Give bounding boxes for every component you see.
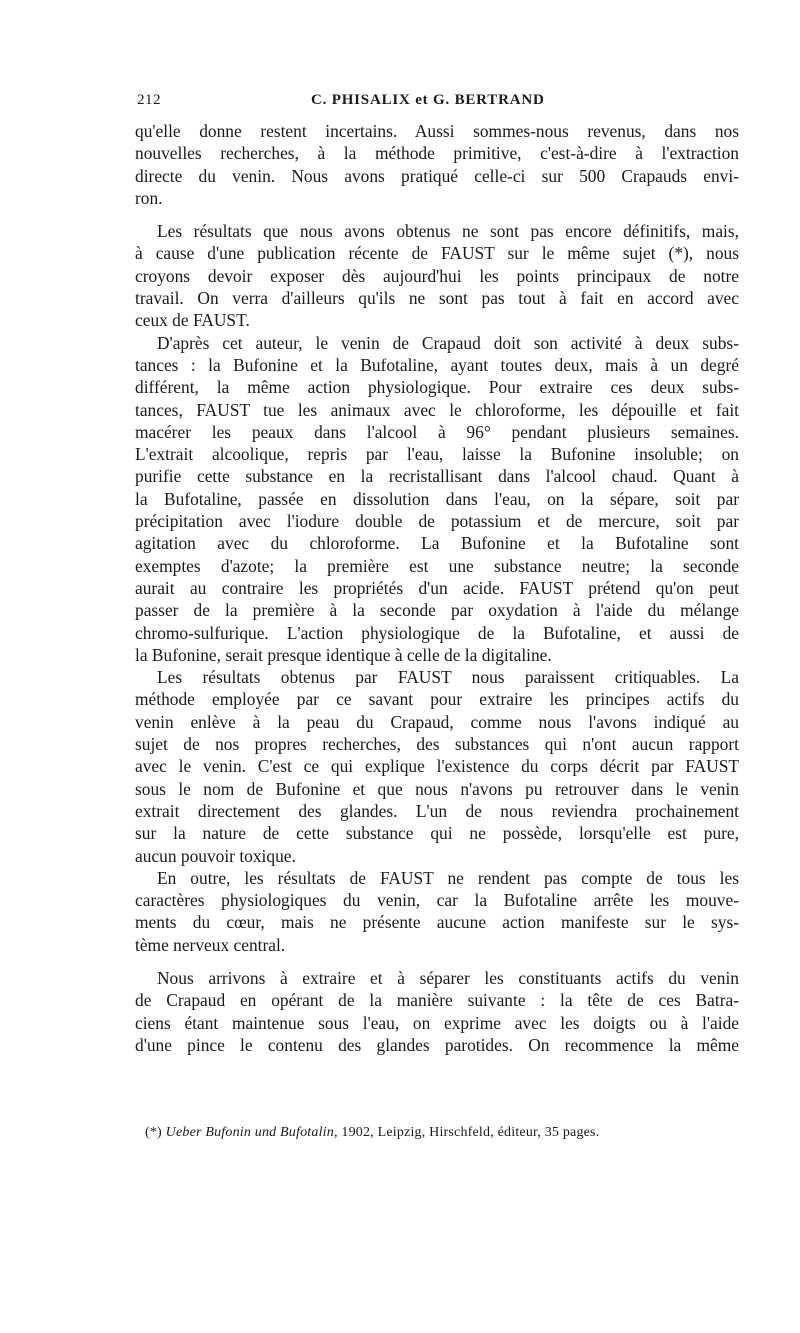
paragraph-2 [135,220,739,331]
text-line: extrait directement des glandes. L'un de nous reviendra prochainement [135,800,739,821]
page-number: 212 [137,92,161,108]
text-line: ciens étant maintenue sous l'eau, on exprime avec les doigts ou à l'aide [135,1012,739,1033]
text-line: chromo-sulfurique. L'action physiologique de la Bufotaline, et aussi de [135,622,739,643]
footnote-marker: (*) [145,1125,162,1140]
text-line: exemptes d'azote; la première est une substance neutre; la seconde [135,555,739,576]
text-line: de Crapaud en opérant de la manière suivante : la tête de ces Batra- [135,990,739,1011]
page [135,92,739,1056]
text-line: tances : la Bufonine et la Bufotaline, ayant toutes deux, mais à un degré [135,354,739,375]
text-line: différent, la même action physiologique. Pour extraire ces deux subs- [135,377,739,398]
text-line: Nous arrivons à extraire et à séparer les constituants actifs du venin [157,967,739,988]
text-line: D'après cet auteur, le venin de Crapaud doit son activité à deux subs- [157,332,739,353]
footnote [145,1125,599,1141]
text-line: à cause d'une publication récente de FAUST sur le même sujet (*), nous [135,243,739,264]
text-line: méthode employée par ce savant pour extraire les principes actifs du [135,689,739,710]
text-line: directe du venin. Nous avons pratiqué celle-ci sur 500 Crapauds envi- [135,165,739,186]
paragraph-5 [135,867,739,956]
text-line: croyons devoir exposer dès aujourd'hui les points principaux de notre [135,265,739,286]
text-line: la Bufotaline, passée en dissolution dans l'eau, on la sépare, soit par [135,488,739,509]
text-line: précipitation avec l'iodure double de potassium et de mercure, soit par [135,511,739,532]
text-line: avec le venin. C'est ce qui explique l'existence du corps décrit par FAUST [135,756,739,777]
body-text [135,120,739,1056]
text-line: agitation avec du chloroforme. La Bufonine et la Bufotaline sont [135,533,739,554]
text-line: sujet de nos propres recherches, des substances qui n'ont aucun rapport [135,734,739,755]
text-line: En outre, les résultats de FAUST ne rendent pas compte de tous les [157,867,739,888]
text-line: d'une pince le contenu des glandes parotides. On recommence la même [135,1034,739,1055]
text-line: aucun pouvoir toxique. [135,845,296,866]
paragraph-1 [135,120,739,209]
footnote-publication: 1902, Leipzig, Hirschfeld, éditeur, 35 pages. [341,1125,600,1140]
text-line: ron. [135,187,163,208]
text-line: nouvelles recherches, à la méthode primitive, c'est-à-dire à l'extraction [135,143,739,164]
footnote-title: Ueber Bufonin und Bufotalin, [165,1125,338,1140]
text-line: sur la nature de cette substance qui ne possède, lorsqu'elle est pure, [135,823,739,844]
paragraph-4 [135,666,739,867]
text-line: macérer les peaux dans l'alcool à 96° pendant plusieurs semaines. [135,421,739,442]
text-line: Les résultats obtenus par FAUST nous paraissent critiquables. La [157,667,739,688]
text-line: purifie cette substance en la recristallisant dans l'alcool chaud. Quant à [135,466,739,487]
text-line: tème nerveux central. [135,934,286,955]
text-line: ceux de FAUST. [135,310,250,331]
text-line: aurait au contraire les propriétés d'un acide. FAUST prétend qu'on peut [135,577,739,598]
page-header [135,92,739,120]
text-line: qu'elle donne restent incertains. Aussi sommes-nous revenus, dans nos [135,121,739,141]
text-line: L'extrait alcoolique, repris par l'eau, laisse la Bufonine insoluble; on [135,444,739,465]
text-line: ments du cœur, mais ne présente aucune action manifeste sur le sys- [135,912,739,933]
text-line: la Bufonine, serait presque identique à celle de la digitaline. [135,644,552,665]
text-line: venin enlève à la peau du Crapaud, comme nous l'avons indiqué au [135,711,739,732]
paragraph-6 [135,967,739,1056]
text-line: passer de la première à la seconde par oxydation à l'aide du mélange [135,600,739,621]
running-head: C. PHISALIX et G. BERTRAND [311,92,545,108]
paragraph-3 [135,332,739,666]
text-line: Les résultats que nous avons obtenus ne sont pas encore définitifs, mais, [157,221,739,242]
text-line: sous le nom de Bufonine et que nous n'avons pu retrouver dans le venin [135,778,739,799]
text-line: travail. On verra d'ailleurs qu'ils ne sont pas tout à fait en accord avec [135,288,739,309]
text-line: caractères physiologiques du venin, car la Bufotaline arrête les mouve- [135,890,739,911]
text-line: tances, FAUST tue les animaux avec le chloroforme, les dépouille et fait [135,399,739,420]
